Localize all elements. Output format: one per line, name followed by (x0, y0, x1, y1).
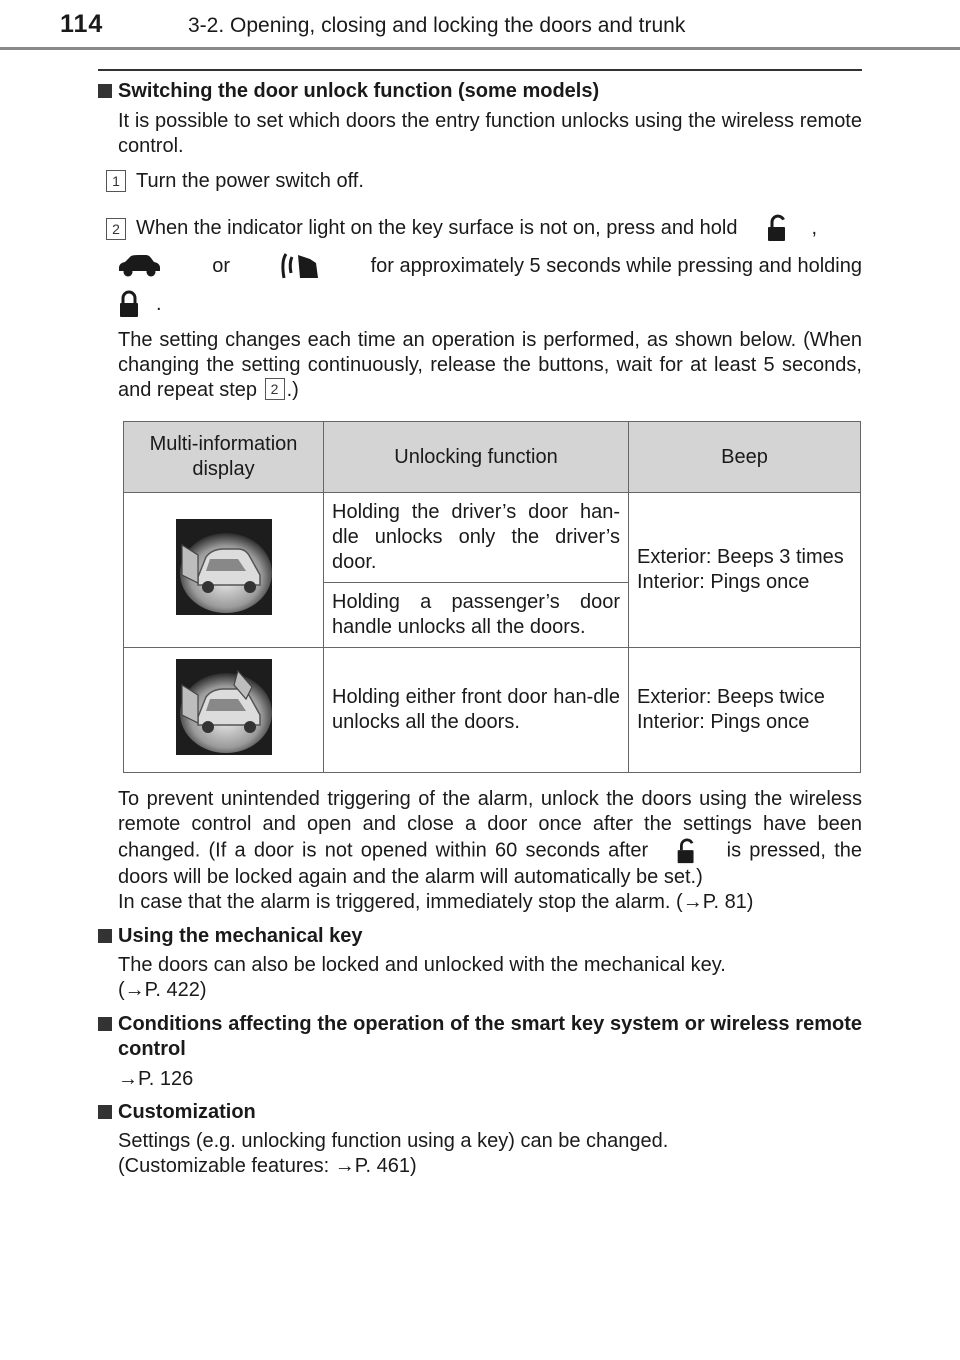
step-reference-box: 2 (265, 378, 285, 400)
step-2: 2 When the indicator light on the key surface is not on, press and hold , or for approximately 5 seconds while pressing and holding . (136, 210, 862, 322)
alarm-note: To prevent unintended triggering of the alarm, unlock the doors using the wireless remote control and open and close a door once after the settings have been changed. (If a door is not opened within 60 seconds after is pressed, the doors will be locked again and the alarm will automatically be set.) (118, 788, 862, 888)
table-row (124, 493, 861, 583)
section-heading-conditions: Conditions affecting the operation of the smart key system or wireless remote control (98, 1012, 862, 1062)
section-rule (98, 69, 862, 71)
unlock-intro: It is possible to set which doors the entry function unlocks using the wireless remote control. (118, 110, 862, 157)
header-title: 3-2. Opening, closing and locking the doors and trunk (188, 14, 686, 37)
driver-door-open-display-image (176, 519, 272, 615)
unlock-func-front-doors: Holding either front door han-dle unlocks all the doors. (324, 648, 629, 773)
step-number-box: 1 (106, 170, 126, 192)
bullet-square-icon (98, 929, 112, 943)
col-header-beep: Beep (629, 422, 861, 493)
section-heading-mechanical-key: Using the mechanical key (98, 924, 862, 949)
customization-text: Settings (e.g. unlocking function using a key) can be changed. (118, 1130, 669, 1152)
unlock-function-table (123, 421, 861, 773)
section-heading-unlock-function: Switching the door unlock function (some models) (98, 79, 862, 104)
header-rule (0, 47, 960, 50)
col-header-unlocking: Unlocking function (324, 422, 629, 493)
mechanical-key-text: The doors can also be locked and unlocked with the mechanical key. (118, 954, 726, 976)
conditions-ref: →P. 126 (118, 1068, 194, 1090)
table-row (124, 648, 861, 773)
both-doors-open-display-image (176, 659, 272, 755)
beep-cell-row1: Exterior: Beeps 3 times Interior: Pings once (629, 493, 861, 648)
mechanical-key-ref: (→P. 422) (118, 979, 207, 1001)
customization-ref: (Customizable features: →P. 461) (118, 1155, 417, 1177)
col-header-display: Multi-information display (124, 422, 324, 493)
table-header-row (124, 422, 861, 493)
page-content (98, 79, 862, 1179)
section-heading-customization: Customization (98, 1100, 862, 1125)
car-icon (116, 254, 162, 278)
unlock-func-driver-only: Holding the driver’s door han-dle unlocks only the driver’s door. (324, 493, 629, 583)
unlock-icon (676, 837, 698, 865)
beep-cell-row2: Exterior: Beeps twice Interior: Pings once (629, 648, 861, 773)
bullet-square-icon (98, 1017, 112, 1031)
alarm-stop-note: In case that the alarm is triggered, immediately stop the alarm. (→P. 81) (118, 891, 754, 913)
lock-icon (118, 289, 140, 319)
display-image-cell (124, 648, 324, 773)
trunk-open-icon (280, 251, 320, 281)
unlock-icon (767, 213, 789, 243)
page-number: 114 (60, 10, 104, 38)
step-number-box: 2 (106, 218, 126, 240)
display-image-cell (124, 493, 324, 648)
bullet-square-icon (98, 1105, 112, 1119)
bullet-square-icon (98, 84, 112, 98)
step-1: 1 Turn the power switch off. (136, 169, 862, 194)
unlock-func-passenger-all: Holding a passenger’s door handle unlocks all the doors. (324, 583, 629, 648)
setting-change-note: The setting changes each time an operation is performed, as shown below. (When changing the setting continuously, release the buttons, wait for at least 5 seconds, and repeat step 2 .) (118, 329, 862, 401)
